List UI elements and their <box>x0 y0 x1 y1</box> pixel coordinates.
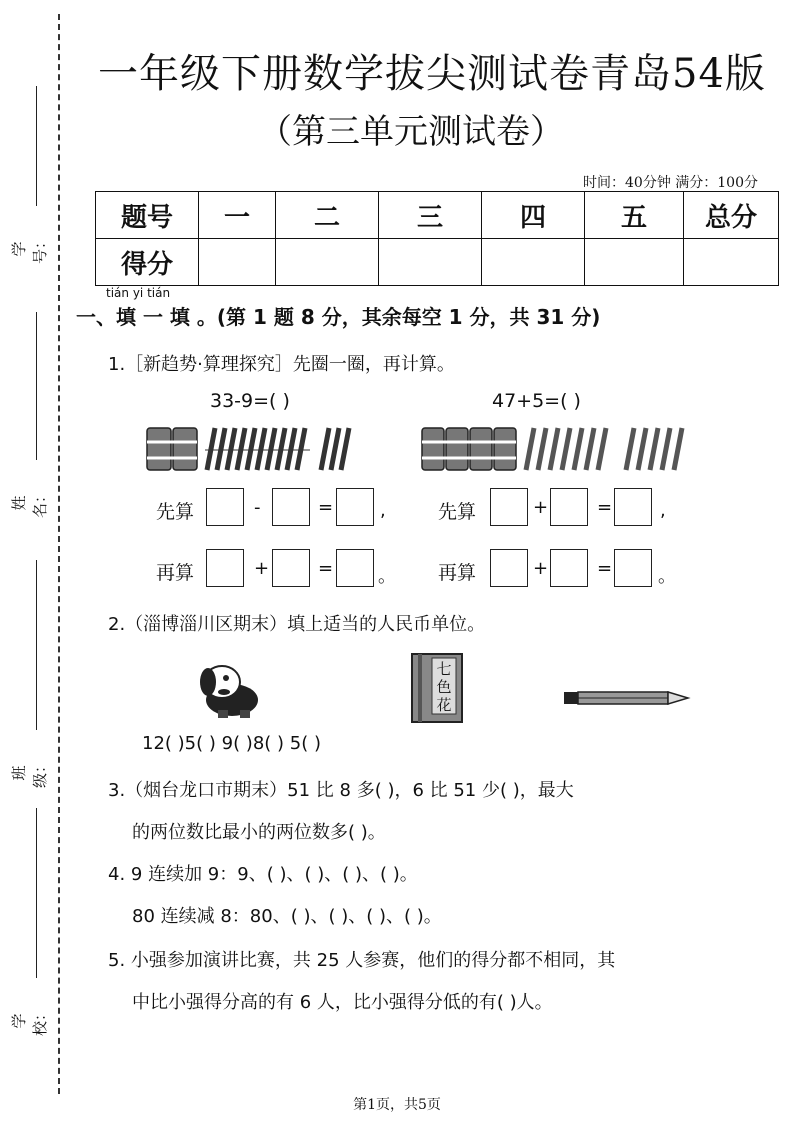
score-cell[interactable] <box>199 239 276 286</box>
name-line <box>36 312 37 460</box>
toy-dog-icon <box>196 660 266 722</box>
name-label: 姓名： <box>10 487 49 518</box>
operator: = <box>597 558 613 579</box>
q1-right-expression: 47+5=( ) <box>492 390 581 412</box>
book-title: 七色花 <box>436 660 452 714</box>
first-compute-label: 先算 <box>438 501 477 523</box>
sticks-33-illustration <box>145 420 395 476</box>
header-cell: 一 <box>199 192 276 239</box>
score-table-header-row <box>96 192 779 239</box>
answer-box[interactable] <box>206 549 244 587</box>
q5-line2: 中比小强得分高的有 6 人，比小强得分低的有( )人。 <box>132 992 553 1013</box>
q2-blanks[interactable]: 12( )5( ) 9( )8( ) 5( ) <box>142 733 321 754</box>
answer-box[interactable] <box>336 488 374 526</box>
score-table-score-row <box>96 239 779 286</box>
q3-line1: 3.（烟台龙口市期末）51 比 8 多( )，6 比 51 少( )，最大 <box>108 780 574 801</box>
operator: + <box>533 497 549 518</box>
operator: + <box>533 558 549 579</box>
page-title: 一年级下册数学拔尖测试卷青岛54版 <box>98 51 766 97</box>
score-cell[interactable] <box>276 239 379 286</box>
section1-pinyin: tián yi tián <box>106 286 171 300</box>
punctuation: , <box>660 500 666 521</box>
q5-line1: 5. 小强参加演讲比赛，共 25 人参赛，他们的得分都不相同，其 <box>108 950 616 971</box>
then-compute-label: 再算 <box>156 562 195 584</box>
answer-box[interactable] <box>272 549 310 587</box>
score-cell[interactable] <box>482 239 585 286</box>
q3-line2: 的两位数比最小的两位数多( )。 <box>132 822 386 843</box>
student-id-line <box>36 86 37 206</box>
single-sticks-icon <box>207 428 349 470</box>
first-compute-label: 先算 <box>156 501 195 523</box>
pencil-icon <box>562 688 692 710</box>
answer-box[interactable] <box>614 549 652 587</box>
answer-box[interactable] <box>490 549 528 587</box>
operator: - <box>254 497 261 518</box>
punctuation: 。 <box>378 566 396 587</box>
page-subtitle: （第三单元测试卷） <box>258 112 564 152</box>
class-label: 班级： <box>10 757 49 788</box>
q1-text: 1.［新趋势·算理探究］先圈一圈，再计算。 <box>108 354 455 375</box>
operator: = <box>318 497 334 518</box>
operator: = <box>597 497 613 518</box>
answer-box[interactable] <box>206 488 244 526</box>
score-cell[interactable] <box>684 239 779 286</box>
score-cell[interactable] <box>585 239 684 286</box>
time-info: 时间：40分钟 满分：100分 <box>583 175 758 191</box>
header-cell: 五 <box>585 192 684 239</box>
header-cell: 四 <box>482 192 585 239</box>
header-cell: 总分 <box>684 192 779 239</box>
header-cell: 三 <box>379 192 482 239</box>
class-line <box>36 560 37 730</box>
score-cell[interactable] <box>379 239 482 286</box>
answer-box[interactable] <box>490 488 528 526</box>
then-compute-label: 再算 <box>438 562 477 584</box>
header-cell: 题号 <box>96 192 199 239</box>
answer-box[interactable] <box>550 488 588 526</box>
score-table <box>95 191 779 286</box>
page-footer: 第1页，共5页 <box>353 1097 441 1113</box>
student-id-label: 学号： <box>10 233 49 264</box>
stick-bundle-icon <box>422 428 516 470</box>
sticks-47-illustration <box>420 420 700 476</box>
stick-bundle-icon <box>147 428 197 470</box>
single-sticks-icon <box>526 428 682 470</box>
punctuation: 。 <box>658 566 676 587</box>
answer-box[interactable] <box>336 549 374 587</box>
score-row-label: 得分 <box>96 239 199 286</box>
q4-line2: 80 连续减 8：80、( )、( )、( )、( )。 <box>132 906 442 927</box>
binding-dashed-line <box>58 14 60 1094</box>
answer-box[interactable] <box>272 488 310 526</box>
school-line <box>36 808 37 978</box>
answer-box[interactable] <box>614 488 652 526</box>
operator: = <box>318 558 334 579</box>
q1-left-expression: 33-9=( ) <box>210 390 290 412</box>
q4-line1: 4. 9 连续加 9：9、( )、( )、( )、( )。 <box>108 864 418 885</box>
q2-text: 2.（淄博淄川区期末）填上适当的人民币单位。 <box>108 614 486 635</box>
section1-heading: 一、填 一 填 。(第 1 题 8 分，其余每空 1 分，共 31 分) <box>76 305 601 329</box>
answer-box[interactable] <box>550 549 588 587</box>
punctuation: , <box>380 500 386 521</box>
school-label: 学校： <box>10 1005 49 1036</box>
operator: + <box>254 558 270 579</box>
header-cell: 二 <box>276 192 379 239</box>
